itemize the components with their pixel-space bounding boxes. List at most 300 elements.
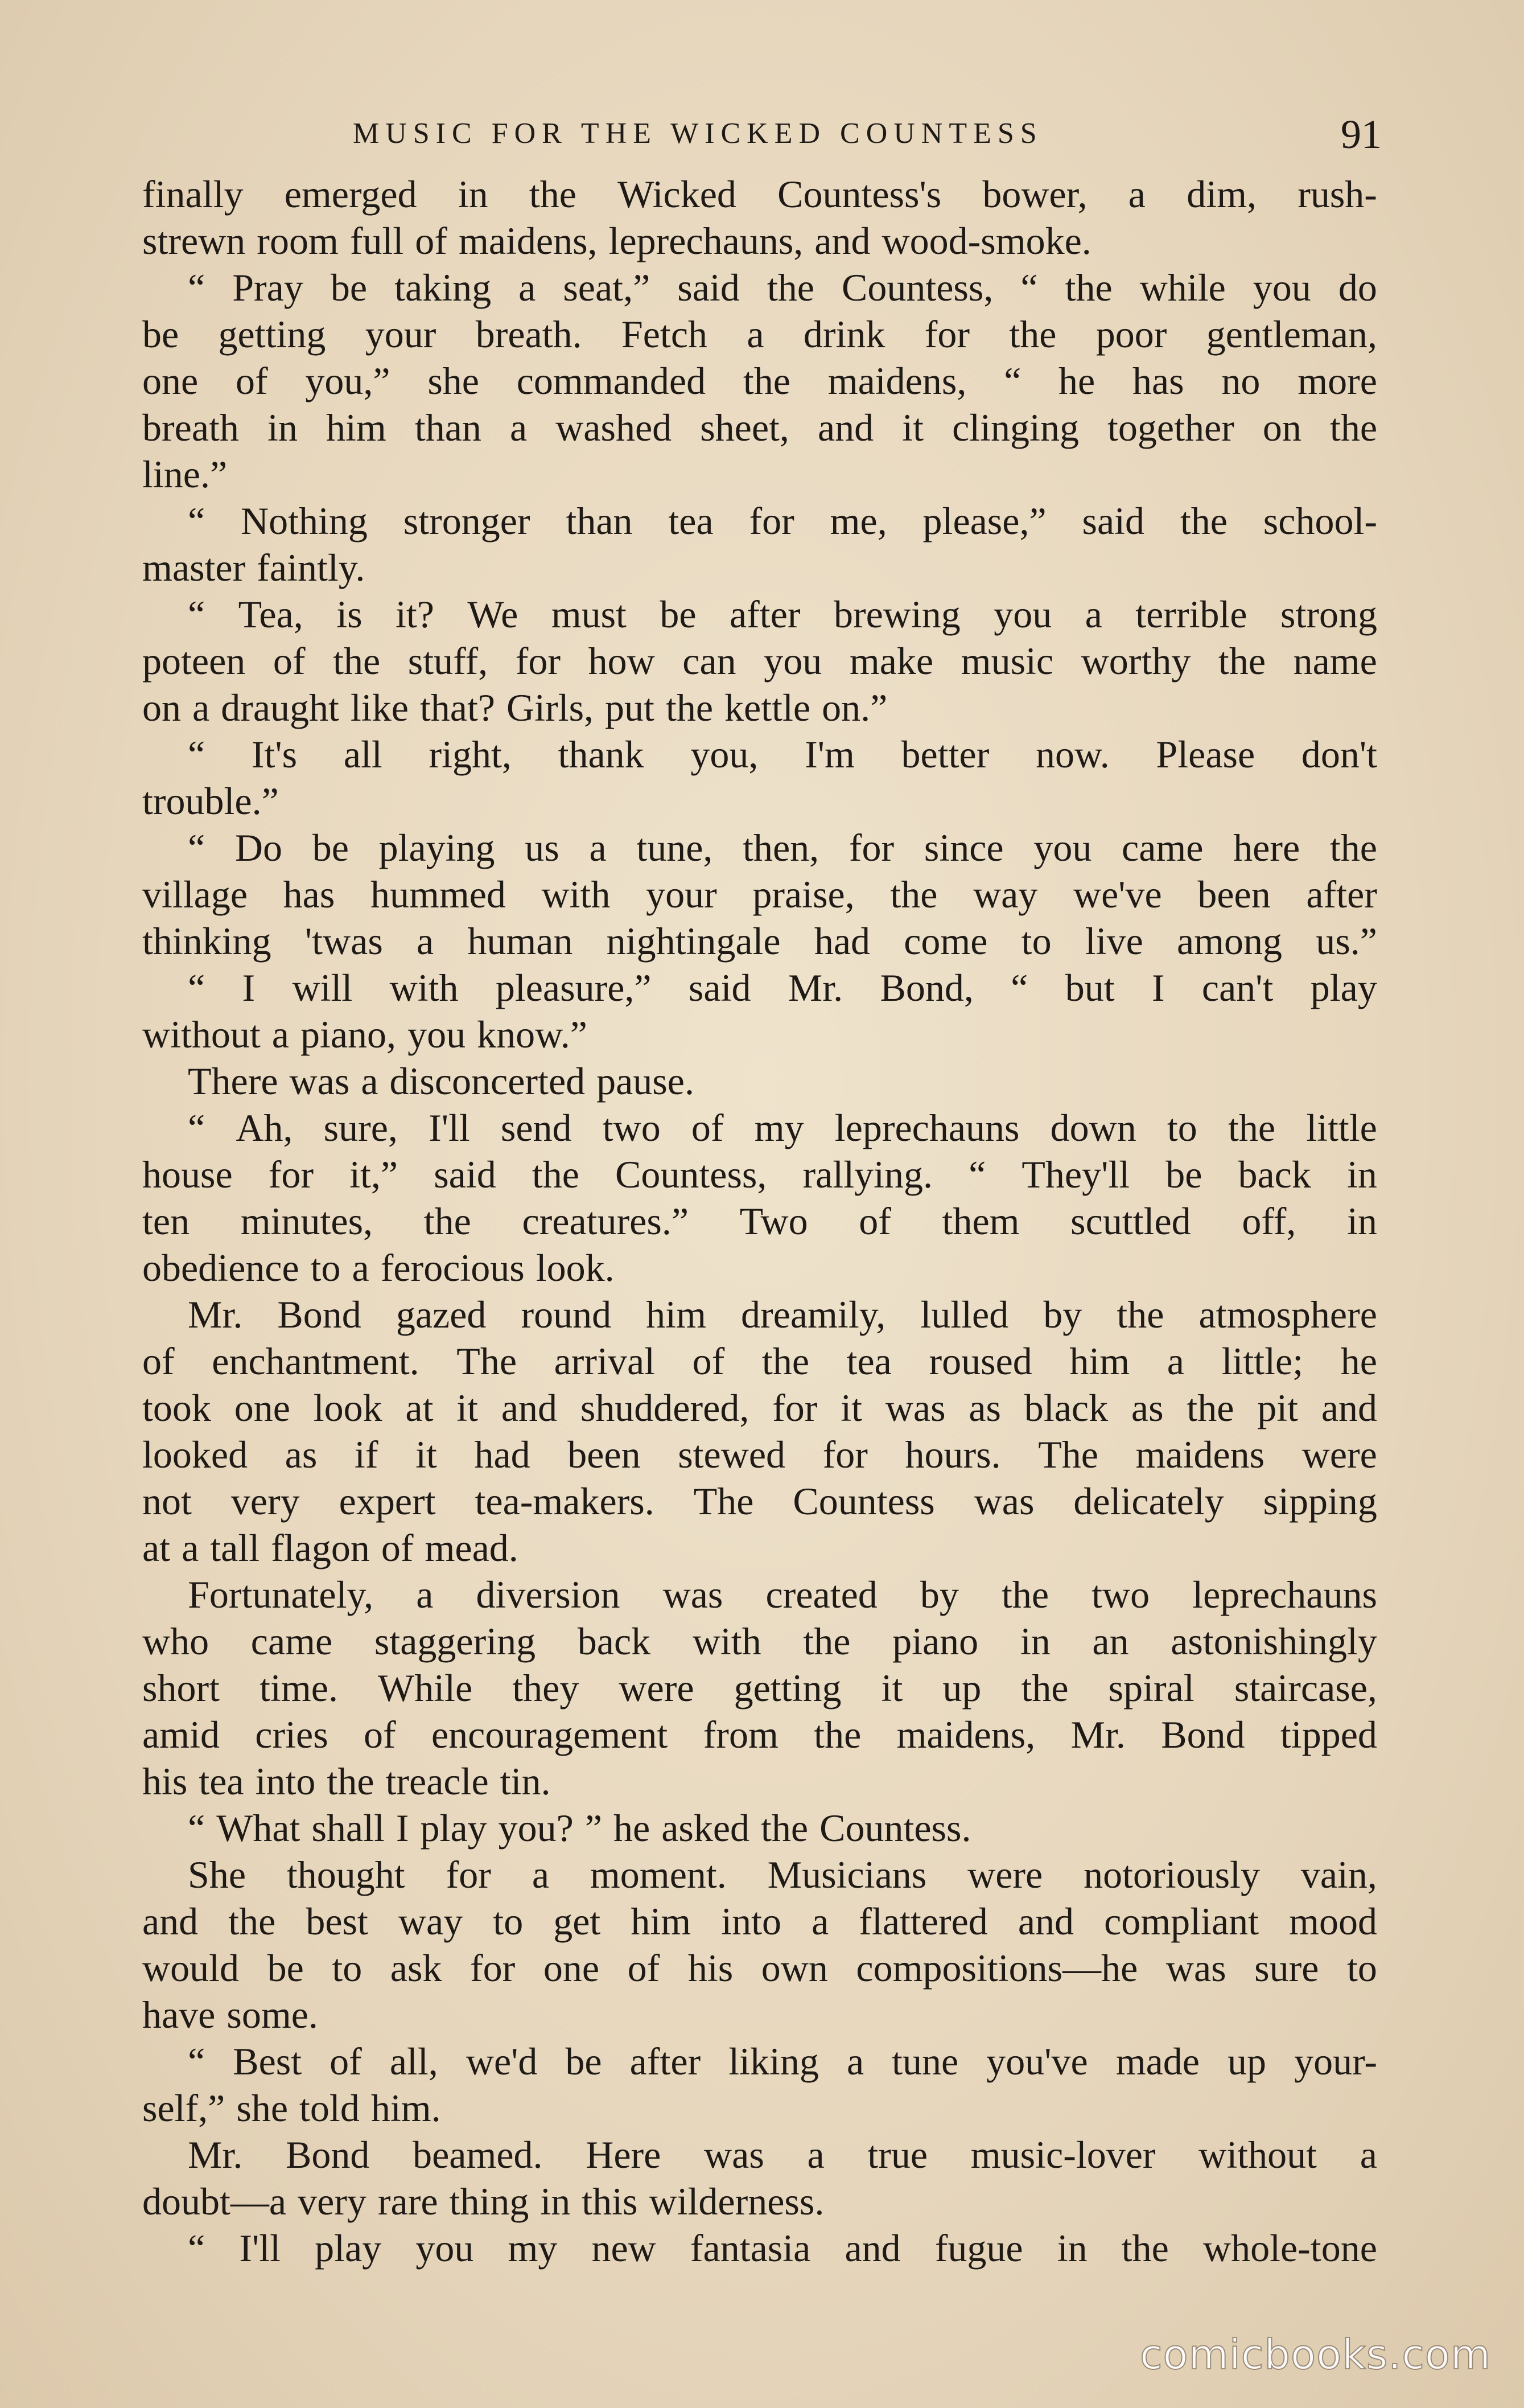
- word: down: [1050, 1106, 1136, 1149]
- word: fugue: [934, 2226, 1023, 2270]
- word: shall: [311, 1806, 385, 1850]
- text-line: [142, 1758, 1377, 1805]
- word: us.”: [1316, 919, 1377, 963]
- word: of: [329, 2040, 362, 2083]
- word: can: [682, 639, 736, 683]
- text-line: [142, 1291, 1377, 1338]
- word: in: [1020, 1620, 1051, 1663]
- word: be: [267, 1946, 304, 1990]
- word: you: [994, 593, 1052, 636]
- word: they: [512, 1666, 579, 1710]
- text-line: [142, 1805, 1377, 1851]
- word: the: [761, 1806, 809, 1850]
- word: fantasia: [690, 2226, 811, 2270]
- word: of: [364, 1713, 396, 1756]
- word: a: [1085, 593, 1102, 636]
- word: two: [602, 1106, 661, 1149]
- word: without: [142, 1013, 261, 1056]
- text-line: [142, 451, 1377, 498]
- word: be: [330, 266, 368, 309]
- word: you?: [498, 1806, 574, 1850]
- word: been: [567, 1433, 641, 1476]
- word: a: [352, 1246, 369, 1289]
- word: of: [859, 1199, 891, 1243]
- word: moment.: [590, 1853, 727, 1896]
- word: live: [1085, 919, 1143, 963]
- word: true: [867, 2133, 928, 2176]
- word: Bond: [277, 1293, 361, 1336]
- word: ask: [390, 1946, 442, 1990]
- word: must: [551, 593, 627, 636]
- word: thank: [558, 733, 644, 776]
- body-text: [142, 171, 1377, 2288]
- word: one: [234, 1386, 290, 1429]
- word: compositions—he: [856, 1946, 1138, 1990]
- word: them: [942, 1199, 1020, 1243]
- word: with: [389, 966, 459, 1009]
- word: vain,: [1300, 1853, 1377, 1896]
- word: ferocious: [380, 1246, 525, 1289]
- word: you've: [986, 2040, 1088, 2083]
- text-line: [142, 964, 1377, 1011]
- text-line: [142, 1431, 1377, 1478]
- word: arrival: [554, 1339, 656, 1383]
- text-line: [142, 264, 1377, 311]
- word: be: [312, 826, 349, 869]
- word: a: [1167, 1339, 1184, 1383]
- text-line: [142, 357, 1377, 404]
- word: faintly.: [257, 546, 365, 589]
- word: up: [942, 1666, 982, 1710]
- word: has: [283, 873, 335, 916]
- word: had: [814, 919, 870, 963]
- word: all: [343, 733, 382, 776]
- word: I'm: [805, 733, 855, 776]
- word: for: [772, 1386, 818, 1429]
- word: for: [470, 1946, 516, 1990]
- text-line: [142, 2225, 1377, 2271]
- word: playing: [378, 826, 495, 869]
- word: back: [1238, 1153, 1311, 1196]
- word: lulled: [920, 1293, 1009, 1336]
- word: make: [849, 639, 934, 683]
- word: rush-: [1298, 172, 1377, 216]
- text-line: [142, 591, 1377, 638]
- word: seat,”: [563, 266, 650, 309]
- word: strewn: [142, 219, 246, 262]
- word: two: [1091, 1573, 1150, 1616]
- word: wilderness.: [649, 2180, 825, 2223]
- word: us: [525, 826, 559, 869]
- word: my: [754, 1106, 804, 1149]
- word: his: [687, 1946, 734, 1990]
- word: was: [289, 1059, 350, 1103]
- word: please,”: [922, 499, 1047, 543]
- word: said: [434, 1153, 496, 1196]
- word: Pray: [232, 266, 303, 309]
- word: one: [142, 359, 199, 402]
- word: sure: [1254, 1946, 1319, 1990]
- word: were: [1301, 1433, 1377, 1476]
- word: very: [230, 1480, 300, 1523]
- word: pleasure,”: [495, 966, 652, 1009]
- word: it: [881, 1666, 903, 1710]
- word: finally: [142, 172, 244, 216]
- word: in: [458, 172, 488, 216]
- word: own: [761, 1946, 828, 1990]
- word: rare: [377, 2180, 438, 2223]
- word: the: [228, 1900, 276, 1943]
- word: It's: [251, 733, 298, 776]
- text-line: [142, 311, 1377, 357]
- word: would: [142, 1946, 239, 1990]
- word: Nothing: [241, 499, 368, 543]
- word: doubt—a: [142, 2180, 287, 2223]
- word: of: [142, 1339, 175, 1383]
- word: for: [822, 1433, 868, 1476]
- word: for: [924, 313, 970, 356]
- word: rallying.: [802, 1153, 933, 1196]
- page-number: 91: [1341, 112, 1382, 157]
- word: him: [1069, 1339, 1130, 1383]
- word: leprechauns: [834, 1106, 1020, 1149]
- word: it: [902, 406, 924, 449]
- word: diversion: [476, 1573, 620, 1616]
- word: by: [1043, 1293, 1082, 1336]
- word: new: [591, 2226, 656, 2270]
- word: and: [142, 1900, 199, 1943]
- word: were: [967, 1853, 1043, 1896]
- word: flattered: [859, 1900, 988, 1943]
- word: “: [1004, 359, 1022, 402]
- word: it: [456, 1386, 479, 1429]
- word: at: [142, 1526, 171, 1569]
- word: full: [349, 219, 404, 262]
- word: be: [142, 313, 179, 356]
- word: music-lover: [970, 2133, 1156, 2176]
- word: on: [142, 686, 181, 729]
- word: best: [306, 1900, 368, 1943]
- word: sheet,: [700, 406, 789, 449]
- text-line: [142, 1991, 1377, 2038]
- word: piano,: [300, 1013, 397, 1056]
- word: play: [420, 1806, 487, 1850]
- word: emerged: [284, 172, 417, 216]
- word: it: [415, 1433, 437, 1476]
- text-line: [142, 1711, 1377, 1758]
- word: the: [761, 1339, 809, 1383]
- word: “: [969, 1153, 986, 1196]
- word: leprechauns,: [608, 219, 804, 262]
- text-line: [142, 498, 1377, 544]
- word: a: [589, 826, 607, 869]
- word: of: [235, 359, 268, 402]
- word: a: [532, 1853, 549, 1896]
- text-line: [142, 1011, 1377, 1058]
- word: send: [500, 1106, 572, 1149]
- word: the: [1021, 1666, 1069, 1710]
- word: no: [1221, 359, 1261, 402]
- word: piano: [892, 1620, 979, 1663]
- word: said: [677, 266, 740, 309]
- word: beamed.: [413, 2133, 543, 2176]
- word: a: [361, 1059, 378, 1103]
- text-line: [142, 1945, 1377, 1991]
- word: do: [1338, 266, 1377, 309]
- word: village: [142, 873, 248, 916]
- word: the: [1329, 406, 1377, 449]
- word: creatures.”: [522, 1199, 689, 1243]
- word: compliant: [1104, 1900, 1259, 1943]
- word: drink: [803, 313, 885, 356]
- word: the: [1228, 1106, 1276, 1149]
- word: Musicians: [767, 1853, 927, 1896]
- word: to: [493, 1900, 524, 1943]
- word: the: [1001, 1573, 1049, 1616]
- word: “: [188, 499, 205, 543]
- word: some.: [226, 1993, 318, 2036]
- word: since: [924, 826, 1004, 869]
- text-line: [142, 1058, 1377, 1104]
- word: said: [1082, 499, 1145, 543]
- word: into: [255, 1760, 316, 1803]
- word: a: [271, 1013, 289, 1056]
- word: The: [456, 1339, 517, 1383]
- word: was: [1165, 1946, 1226, 1990]
- word: on: [1262, 406, 1301, 449]
- running-head: [142, 112, 1382, 162]
- word: the: [1180, 499, 1228, 543]
- word: of: [627, 1946, 660, 1990]
- word: in: [540, 2180, 571, 2223]
- word: Girls,: [506, 686, 594, 729]
- word: thought: [286, 1853, 405, 1896]
- word: the: [665, 686, 714, 729]
- text-line: [142, 1244, 1377, 1291]
- word: among: [1176, 919, 1283, 963]
- word: and: [845, 2226, 901, 2270]
- word: but: [1065, 966, 1115, 1009]
- word: a: [518, 266, 536, 309]
- word: “: [188, 2226, 205, 2270]
- word: in: [1057, 2226, 1088, 2270]
- word: The: [693, 1480, 754, 1523]
- word: of: [691, 1106, 724, 1149]
- word: the: [1187, 1386, 1234, 1429]
- word: play: [1310, 966, 1377, 1009]
- word: have: [142, 1993, 216, 2036]
- word: the: [890, 873, 938, 916]
- word: he: [1058, 359, 1095, 402]
- text-line: [142, 217, 1377, 264]
- word: play: [315, 2226, 382, 2270]
- word: than: [414, 406, 481, 449]
- word: be: [1165, 1153, 1202, 1196]
- word: for: [446, 1853, 491, 1896]
- word: and: [1321, 1386, 1377, 1429]
- word: came: [250, 1620, 333, 1663]
- word: obedience: [142, 1246, 299, 1289]
- word: if: [354, 1433, 378, 1476]
- word: than: [566, 499, 633, 543]
- word: The: [1038, 1433, 1098, 1476]
- word: with: [692, 1620, 761, 1663]
- word: hours.: [905, 1433, 1001, 1476]
- word: minutes,: [240, 1199, 373, 1243]
- word: to: [332, 1946, 363, 1990]
- text-line: [142, 1384, 1377, 1431]
- word: this: [582, 2180, 638, 2223]
- word: strong: [1280, 593, 1377, 636]
- word: taking: [394, 266, 492, 309]
- word: terrible: [1135, 593, 1247, 636]
- word: master: [142, 546, 246, 589]
- word: will: [292, 966, 353, 1009]
- word: who: [142, 1620, 209, 1663]
- text-line: [142, 778, 1377, 824]
- word: time.: [260, 1666, 338, 1710]
- text-line: [142, 918, 1377, 964]
- word: kettle: [724, 686, 811, 729]
- word: way: [398, 1900, 463, 1943]
- word: astonishingly: [1171, 1620, 1377, 1663]
- word: treacle: [385, 1760, 489, 1803]
- word: look.: [536, 1246, 615, 1289]
- word: created: [765, 1573, 878, 1616]
- word: maidens: [1135, 1433, 1265, 1476]
- text-line: [142, 1571, 1377, 1618]
- word: “: [188, 2040, 205, 2083]
- word: you,: [690, 733, 759, 776]
- text-line: [142, 731, 1377, 778]
- word: scuttled: [1070, 1199, 1191, 1243]
- word: looked: [142, 1433, 248, 1476]
- text-line: [142, 2085, 1377, 2131]
- word: be: [565, 2040, 602, 2083]
- word: to: [1021, 919, 1052, 963]
- word: now.: [1036, 733, 1110, 776]
- word: Countess,: [841, 266, 994, 309]
- word: We: [467, 593, 518, 636]
- word: “: [188, 1806, 205, 1850]
- text-line: [142, 404, 1377, 451]
- word: maidens,: [458, 219, 598, 262]
- word: Countess's: [777, 172, 942, 216]
- word: back: [577, 1620, 651, 1663]
- word: was: [704, 2133, 764, 2176]
- word: tune: [892, 2040, 959, 2083]
- word: the: [327, 1760, 374, 1803]
- word: sipping: [1263, 1480, 1377, 1523]
- word: black: [1024, 1386, 1109, 1429]
- word: don't: [1301, 733, 1377, 776]
- word: liking: [728, 2040, 819, 2083]
- word: not: [142, 1480, 192, 1523]
- word: little;: [1221, 1339, 1304, 1383]
- word: in: [1346, 1153, 1377, 1196]
- word: him: [631, 1900, 691, 1943]
- text-line: [142, 2131, 1377, 2178]
- word: maidens,: [827, 359, 967, 402]
- word: him: [326, 406, 386, 449]
- word: worthy: [1081, 639, 1191, 683]
- word: There: [188, 1059, 278, 1103]
- word: and: [1018, 1900, 1074, 1943]
- text-line: [142, 1618, 1377, 1665]
- word: the: [803, 1620, 851, 1663]
- word: him: [646, 1293, 706, 1336]
- word: as: [285, 1433, 318, 1476]
- word: right,: [429, 733, 512, 776]
- word: wood-smoke.: [882, 219, 1091, 262]
- word: better: [901, 733, 990, 776]
- word: I'll: [239, 2226, 281, 2270]
- word: to: [310, 1246, 341, 1289]
- word: to: [1167, 1106, 1197, 1149]
- word: been: [1197, 873, 1271, 916]
- word: staggering: [374, 1620, 536, 1663]
- word: of: [415, 219, 447, 262]
- text-line: [142, 1851, 1377, 1898]
- word: after: [729, 593, 801, 636]
- word: encouragement: [431, 1713, 668, 1756]
- word: pause.: [596, 1059, 694, 1103]
- word: mood: [1289, 1900, 1377, 1943]
- word: brewing: [833, 593, 961, 636]
- text-line: [142, 2038, 1377, 2085]
- word: after: [629, 2040, 701, 2083]
- word: breath.: [475, 313, 582, 356]
- word: Bond: [286, 2133, 370, 2176]
- word: Countess: [793, 1480, 935, 1523]
- text-line: [142, 1478, 1377, 1524]
- word: has: [1132, 359, 1184, 402]
- word: “: [188, 593, 205, 636]
- word: Wicked: [617, 172, 736, 216]
- word: of: [273, 639, 306, 683]
- word: the: [1121, 2226, 1169, 2270]
- word: into: [721, 1900, 782, 1943]
- word: school-: [1263, 499, 1377, 543]
- word: with: [541, 873, 611, 916]
- word: commanded: [516, 359, 706, 402]
- word: the: [814, 1713, 862, 1756]
- word: look: [313, 1386, 382, 1429]
- word: the: [333, 639, 381, 683]
- word: room: [257, 219, 339, 262]
- word: she: [427, 359, 479, 402]
- word: how: [588, 639, 655, 683]
- word: tea: [846, 1339, 892, 1383]
- word: he: [1340, 1339, 1377, 1383]
- word: at: [405, 1386, 434, 1429]
- word: while: [1139, 266, 1226, 309]
- word: more: [1298, 359, 1377, 402]
- word: come: [904, 919, 988, 963]
- word: tea: [199, 1760, 244, 1803]
- word: my: [508, 2226, 558, 2270]
- word: tin.: [500, 1760, 551, 1803]
- word: Please: [1156, 733, 1255, 776]
- word: we'd: [466, 2040, 538, 2083]
- word: shuddered,: [580, 1386, 749, 1429]
- word: on.”: [822, 686, 888, 729]
- word: Bond,: [880, 966, 974, 1009]
- word: the: [423, 1199, 471, 1243]
- word: staircase,: [1234, 1666, 1377, 1710]
- word: thinking: [142, 919, 271, 963]
- word: spiral: [1108, 1666, 1195, 1710]
